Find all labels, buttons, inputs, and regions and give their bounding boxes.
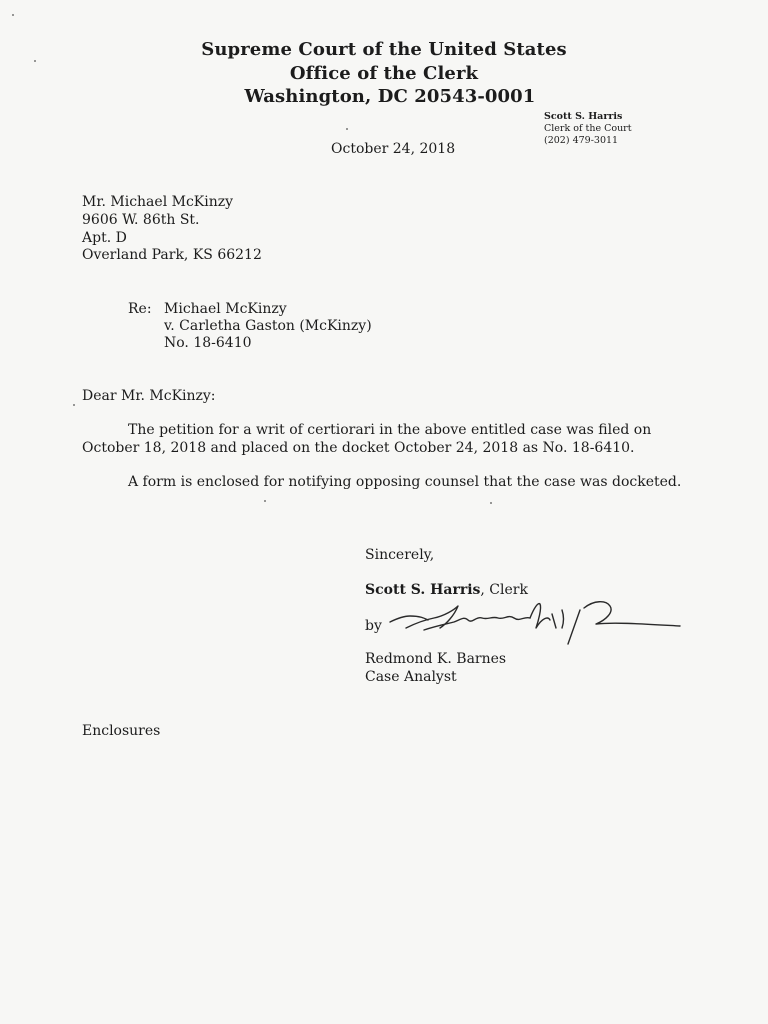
body-paragraph-2: A form is enclosed for notifying opposing counsel that the case was docketed. xyxy=(128,474,682,490)
closing-sincerely: Sincerely, xyxy=(365,547,435,563)
re-respondent: v. Carletha Gaston (McKinzy) xyxy=(164,318,372,334)
re-case-number: No. 18-6410 xyxy=(164,335,252,351)
signer-suffix: , Clerk xyxy=(480,582,528,598)
letter-date: October 24, 2018 xyxy=(331,141,456,157)
by-label: by xyxy=(365,618,382,634)
handwritten-signature xyxy=(384,594,684,650)
recipient-street: 9606 W. 86th St. xyxy=(82,212,200,228)
enclosures-label: Enclosures xyxy=(82,723,161,739)
recipient-city: Overland Park, KS 66212 xyxy=(82,247,262,263)
scan-speck xyxy=(264,500,266,502)
body-paragraph-1-line-1: The petition for a writ of certiorari in the above entitled case was filed on xyxy=(128,422,652,438)
analyst-title: Case Analyst xyxy=(365,669,457,685)
re-petitioner: Michael McKinzy xyxy=(164,301,287,317)
scan-speck xyxy=(34,60,36,62)
scan-speck xyxy=(490,502,492,504)
recipient-unit: Apt. D xyxy=(82,230,127,246)
signer-name: Scott S. Harris xyxy=(365,582,481,598)
re-label: Re: xyxy=(128,301,152,317)
scan-speck xyxy=(346,128,348,130)
letterhead-court: Supreme Court of the United States xyxy=(201,39,567,60)
recipient-name: Mr. Michael McKinzy xyxy=(82,194,234,210)
clerk-name: Scott S. Harris xyxy=(544,111,623,122)
clerk-phone: (202) 479-3011 xyxy=(544,135,619,146)
analyst-name: Redmond K. Barnes xyxy=(365,651,507,667)
letterhead-address: Washington, DC 20543-0001 xyxy=(244,86,536,107)
salutation: Dear Mr. McKinzy: xyxy=(82,388,216,404)
clerk-title: Clerk of the Court xyxy=(544,123,632,134)
scan-speck xyxy=(12,14,14,16)
letterhead-office: Office of the Clerk xyxy=(289,63,479,84)
scan-speck xyxy=(73,404,75,406)
body-paragraph-1-line-2: October 18, 2018 and placed on the docket October 24, 2018 as No. 18-6410. xyxy=(82,440,635,456)
